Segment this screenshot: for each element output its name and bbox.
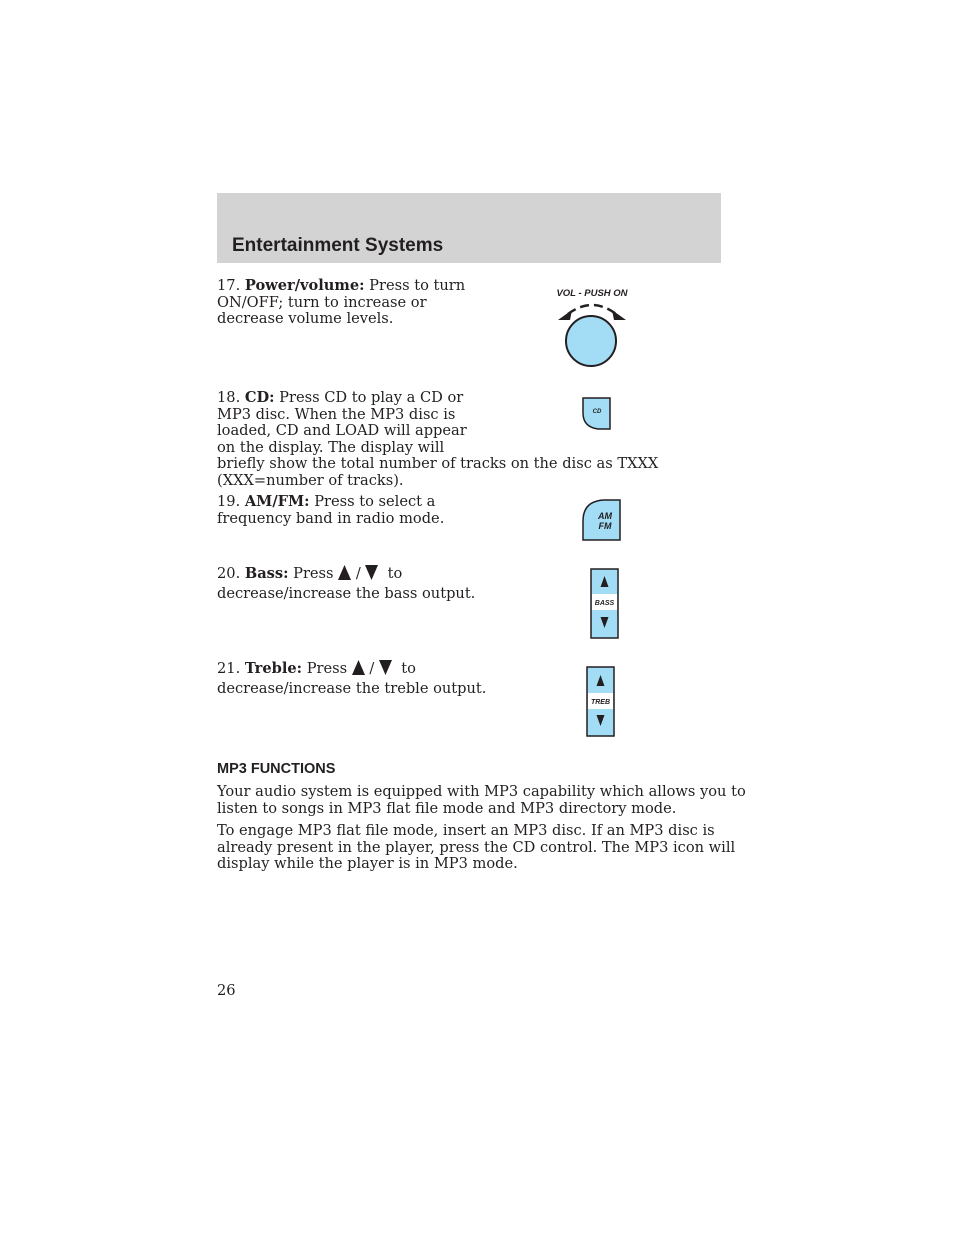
- down-triangle-icon: [365, 565, 378, 580]
- volume-knob-label: VOL - PUSH ON: [556, 288, 628, 299]
- bass-rocker-figure: [590, 568, 620, 640]
- fm-label: FM: [598, 521, 612, 531]
- item-am-fm: 19. AM/FM: Press to select a frequency band in radio mode.: [217, 493, 445, 527]
- cd-button-figure: [582, 397, 612, 431]
- page-title: Entertainment Systems: [232, 235, 444, 256]
- treble-rocker-figure: [586, 666, 616, 738]
- rotation-arc-icon: [568, 305, 616, 314]
- section-heading-mp3: MP3 FUNCTIONS: [217, 761, 336, 777]
- cd-button-label: CD: [592, 409, 602, 415]
- term-treble: Treble:: [244, 660, 303, 677]
- term-power-volume: Power/volume:: [244, 277, 365, 294]
- term-bass: Bass:: [244, 565, 289, 582]
- rotate-left-arrow-icon: [558, 310, 572, 320]
- volume-knob: [566, 316, 616, 366]
- volume-knob-figure: [548, 284, 638, 370]
- up-triangle-icon: [338, 565, 351, 580]
- term-cd: CD:: [244, 389, 275, 406]
- bass-rocker-label: BASS: [594, 600, 615, 607]
- item-cd: 18. CD: Press CD to play a CD or MP3 disc. When the MP3 disc is loaded, CD and LOAD will appear on the display. The display will briefly show the total number of tracks on the disc as TXXX (XXX=number of tracks).: [217, 389, 659, 489]
- am-label: AM: [598, 511, 612, 521]
- mp3-paragraph-2: To engage MP3 flat file mode, insert an MP3 disc. If an MP3 disc is already present in the player, press the CD control. The MP3 icon will display while the player is in MP3 mode.: [217, 822, 736, 873]
- item-bass: 20. Bass: Press / to decrease/increase the bass output.: [217, 565, 476, 602]
- term-am-fm: AM/FM:: [244, 493, 310, 510]
- treble-rocker-label: TREB: [590, 699, 611, 706]
- rotate-right-arrow-icon: [612, 310, 626, 320]
- item-treble: 21. Treble: Press / to decrease/increase the treble output.: [217, 660, 487, 697]
- am-fm-button-figure: [582, 499, 622, 543]
- mp3-paragraph-1: Your audio system is equipped with MP3 capability which allows you to listen to songs in MP3 flat file mode and MP3 directory mode.: [217, 783, 746, 817]
- header-band: [217, 193, 721, 263]
- down-triangle-icon: [379, 660, 392, 675]
- item-power-volume: 17. Power/volume: Press to turn ON/OFF; turn to increase or decrease volume levels.: [217, 277, 466, 328]
- page-number: 26: [217, 982, 236, 999]
- up-triangle-icon: [352, 660, 365, 675]
